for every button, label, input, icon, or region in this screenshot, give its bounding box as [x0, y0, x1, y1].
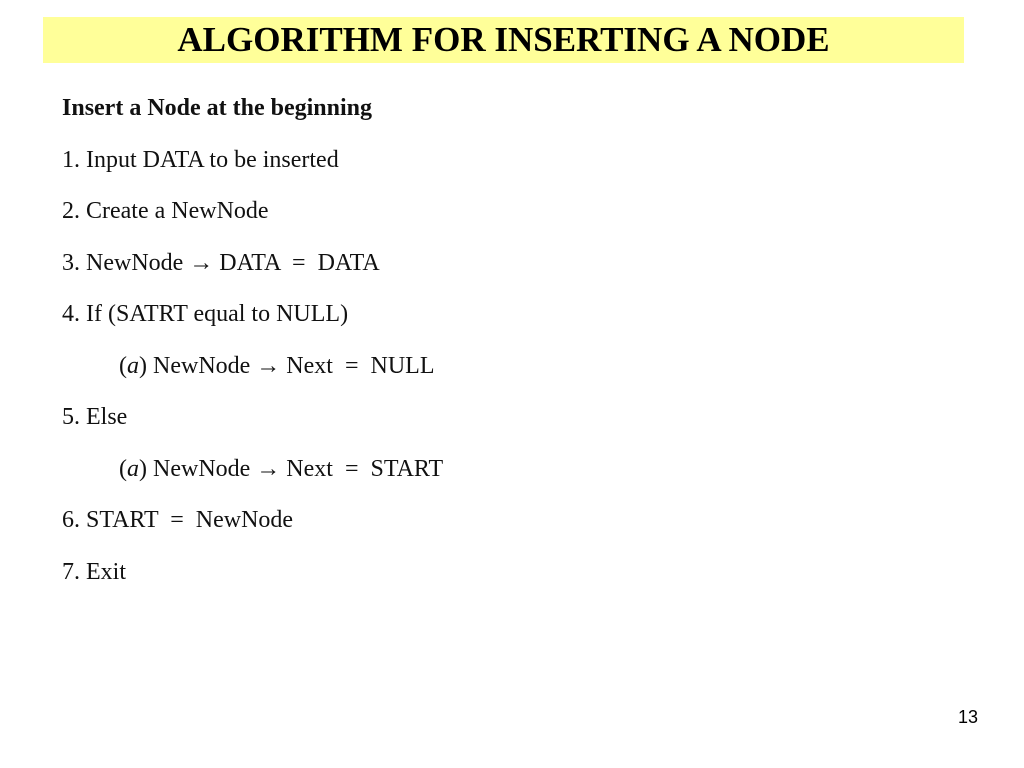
marker-close: ) [139, 455, 147, 482]
marker-open: ( [119, 455, 127, 482]
title-banner [43, 17, 964, 63]
sub-step-marker [119, 456, 147, 482]
step-4a [62, 348, 962, 400]
slide-title: ALGORITHM FOR INSERTING A NODE [177, 20, 830, 59]
marker-letter: a [127, 352, 139, 379]
step-7: 7. Exit [62, 558, 126, 585]
step-2: 2. Create a NewNode [62, 198, 269, 224]
algorithm-body [62, 90, 962, 605]
sub-step-text: NewNode → Next = START [147, 455, 444, 482]
page-number: 13 [958, 707, 979, 727]
step-3: 3. NewNode → DATA = DATA [62, 249, 380, 276]
step-4: 4. If (SATRT equal to NULL) [62, 301, 349, 327]
marker-close: ) [139, 352, 147, 379]
step-6: 6. START = NewNode [62, 507, 294, 533]
sub-step-text: NewNode → Next = NULL [147, 352, 435, 379]
section-heading: Insert a Node at the beginning [62, 95, 373, 121]
step-5a [62, 451, 962, 503]
step-5: 5. Else [62, 404, 128, 430]
marker-letter: a [127, 455, 139, 482]
step-1: 1. Input DATA to be inserted [62, 146, 339, 173]
sub-step-marker [119, 353, 147, 379]
marker-open: ( [119, 352, 127, 379]
